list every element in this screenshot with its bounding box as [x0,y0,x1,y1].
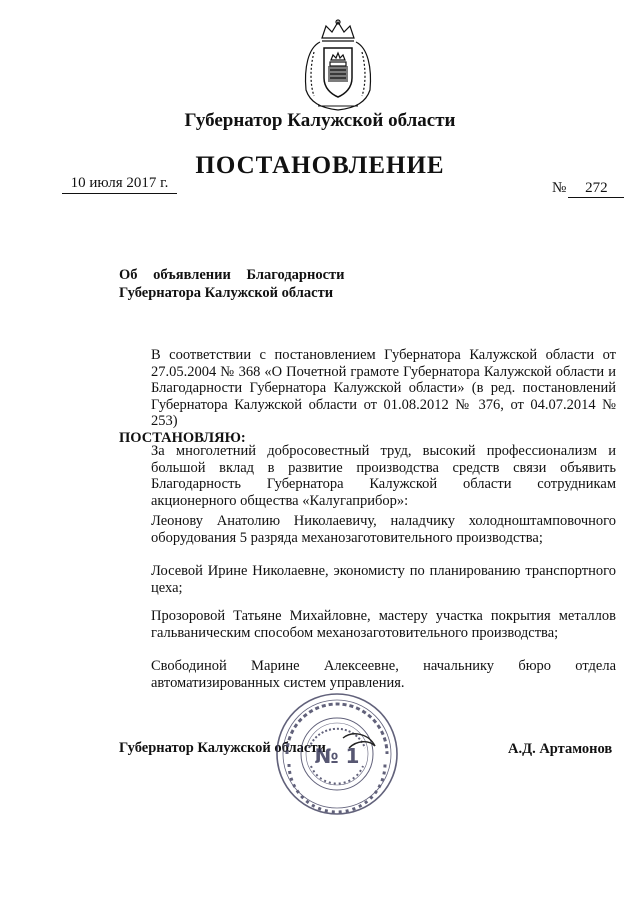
main-text: За многолетний добросовестный труд, высокий профессионализм и большой вклад в развитие производства средств связи объявить Благодарность Губернатора Калужской области сотрудникам акционерного общества «Калугаприбор»: [151,443,616,509]
document-type-title: ПОСТАНОВЛЕНИЕ [195,152,445,179]
signature-name: А.Д. Артамонов [508,741,613,757]
recipient-item [119,563,616,596]
main-paragraph [119,443,616,509]
coat-of-arms-icon [300,18,376,114]
resolve-heading: ПОСТАНОВЛЯЮ: [119,429,246,446]
issuing-authority: Губернатор Калужской области [184,110,456,131]
document-number [552,180,624,198]
subject-line-1: Об объявлении Благодарности [119,267,345,283]
preamble-paragraph [119,347,616,446]
number-label: № [552,180,567,196]
recipient-text: Леонову Анатолию Николаевичу, наладчику холодноштамповочного оборудования 5 разряда механозаготовительного производства; [151,513,616,546]
official-seal-icon [273,690,401,818]
number-value: 272 [568,180,624,198]
subject-line-2: Губернатора Калужской области [119,285,334,301]
recipient-item [119,513,616,546]
recipient-text: Свободиной Марине Алексеевне, начальнику бюро отдела автоматизированных систем управления. [151,658,616,691]
document-date: 10 июля 2017 г. [62,175,177,194]
signature-position: Губернатор Калужской области [119,740,326,756]
preamble-text: В соответствии с постановлением Губернатора Калужской области от 27.05.2004 № 368 «О Почетной грамоте Губернатора Калужской области и Благодарности Губернатора Калужской области» (в ред. постановлений Губернатора Калужской области от 01.08.2012 № 376, от 04.07.2014 № 253) [151,347,616,429]
recipient-item [119,608,616,641]
document-subject [119,266,345,302]
recipient-item [119,658,616,691]
recipient-text: Лосевой Ирине Николаевне, экономисту по планированию транспортного цеха; [151,563,616,596]
seal-number: № 1 [314,744,360,768]
recipient-text: Прозоровой Татьяне Михайловне, мастеру участка покрытия металлов гальваническим способом механозаготовительного производства; [151,608,616,641]
